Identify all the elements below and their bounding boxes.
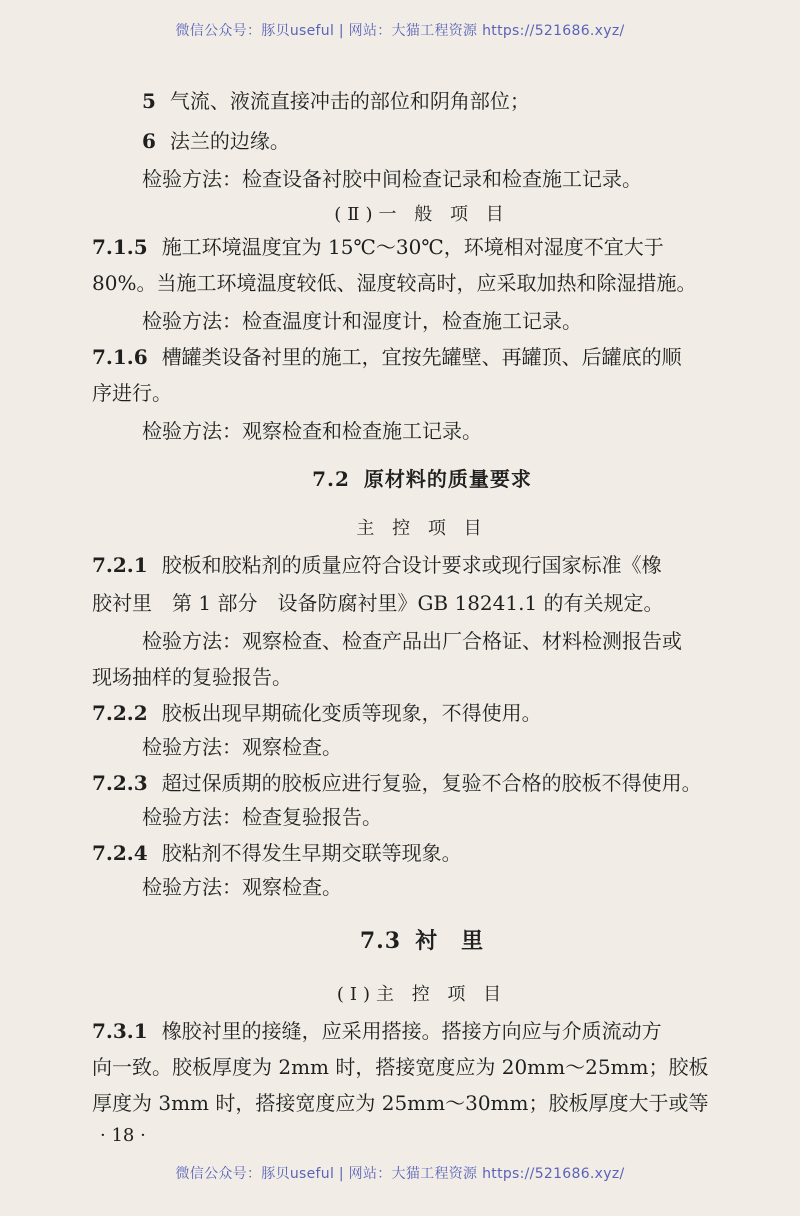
- subsection-heading: (Ⅱ)一 般 项 目: [334, 204, 510, 225]
- list-item: 5 气流、液流直接冲击的部位和阴角部位；: [142, 89, 530, 113]
- clause-continuation: 厚度为 3mm 时，搭接宽度应为 25mm～30mm；胶板厚度大于或等: [92, 1091, 709, 1115]
- subsection-heading: (Ⅰ)主 控 项 目: [336, 984, 508, 1005]
- clause-continuation: 序进行。: [92, 381, 172, 405]
- clause: 7.2.3 超过保质期的胶板应进行复验，复验不合格的胶板不得使用。: [92, 771, 702, 795]
- inspection-method: 检验方法：检查设备衬胶中间检查记录和检查施工记录。: [142, 167, 642, 191]
- clause-continuation: 现场抽样的复验报告。: [92, 665, 292, 689]
- inspection-method: 检验方法：检查复验报告。: [142, 805, 382, 829]
- list-item: 6 法兰的边缘。: [142, 129, 290, 153]
- clause-continuation: 胶衬里 第 1 部分 设备防腐衬里》GB 18241.1 的有关规定。: [92, 591, 664, 615]
- inspection-method: 检验方法：检查温度计和湿度计，检查施工记录。: [142, 309, 582, 333]
- section-heading: 7.3 衬 里: [359, 928, 485, 954]
- clause: 7.1.5 施工环境温度宜为 15℃～30℃，环境相对湿度不宜大于: [92, 235, 664, 259]
- section-heading: 7.2 原材料的质量要求: [312, 467, 532, 491]
- clause-continuation: 80%。当施工环境温度较低、湿度较高时，应采取加热和除湿措施。: [92, 271, 697, 295]
- clause: 7.2.2 胶板出现早期硫化变质等现象，不得使用。: [92, 701, 542, 725]
- clause: 7.2.4 胶粘剂不得发生早期交联等现象。: [92, 841, 462, 865]
- inspection-method: 检验方法：观察检查、检查产品出厂合格证、材料检测报告或: [142, 629, 682, 653]
- inspection-method: 检验方法：观察检查。: [142, 735, 342, 759]
- inspection-method: 检验方法：观察检查和检查施工记录。: [142, 419, 482, 443]
- clause-continuation: 向一致。胶板厚度为 2mm 时，搭接宽度应为 20mm～25mm；胶板: [92, 1055, 709, 1079]
- clause: 7.3.1 橡胶衬里的接缝，应采用搭接。搭接方向应与介质流动方: [92, 1019, 662, 1043]
- clause: 7.1.6 槽罐类设备衬里的施工，宜按先罐壁、再罐顶、后罐底的顺: [92, 345, 682, 369]
- inspection-method: 检验方法：观察检查。: [142, 875, 342, 899]
- page-number: · 18 ·: [100, 1125, 146, 1146]
- subsection-heading: 主 控 项 目: [356, 518, 488, 539]
- clause: 7.2.1 胶板和胶粘剂的质量应符合设计要求或现行国家标准《橡: [92, 553, 662, 577]
- watermark-top: 微信公众号：豚贝useful | 网站：大猫工程资源 https://521686.xyz/: [175, 23, 625, 39]
- watermark-bottom: 微信公众号：豚贝useful | 网站：大猫工程资源 https://521686.xyz/: [175, 1166, 625, 1182]
